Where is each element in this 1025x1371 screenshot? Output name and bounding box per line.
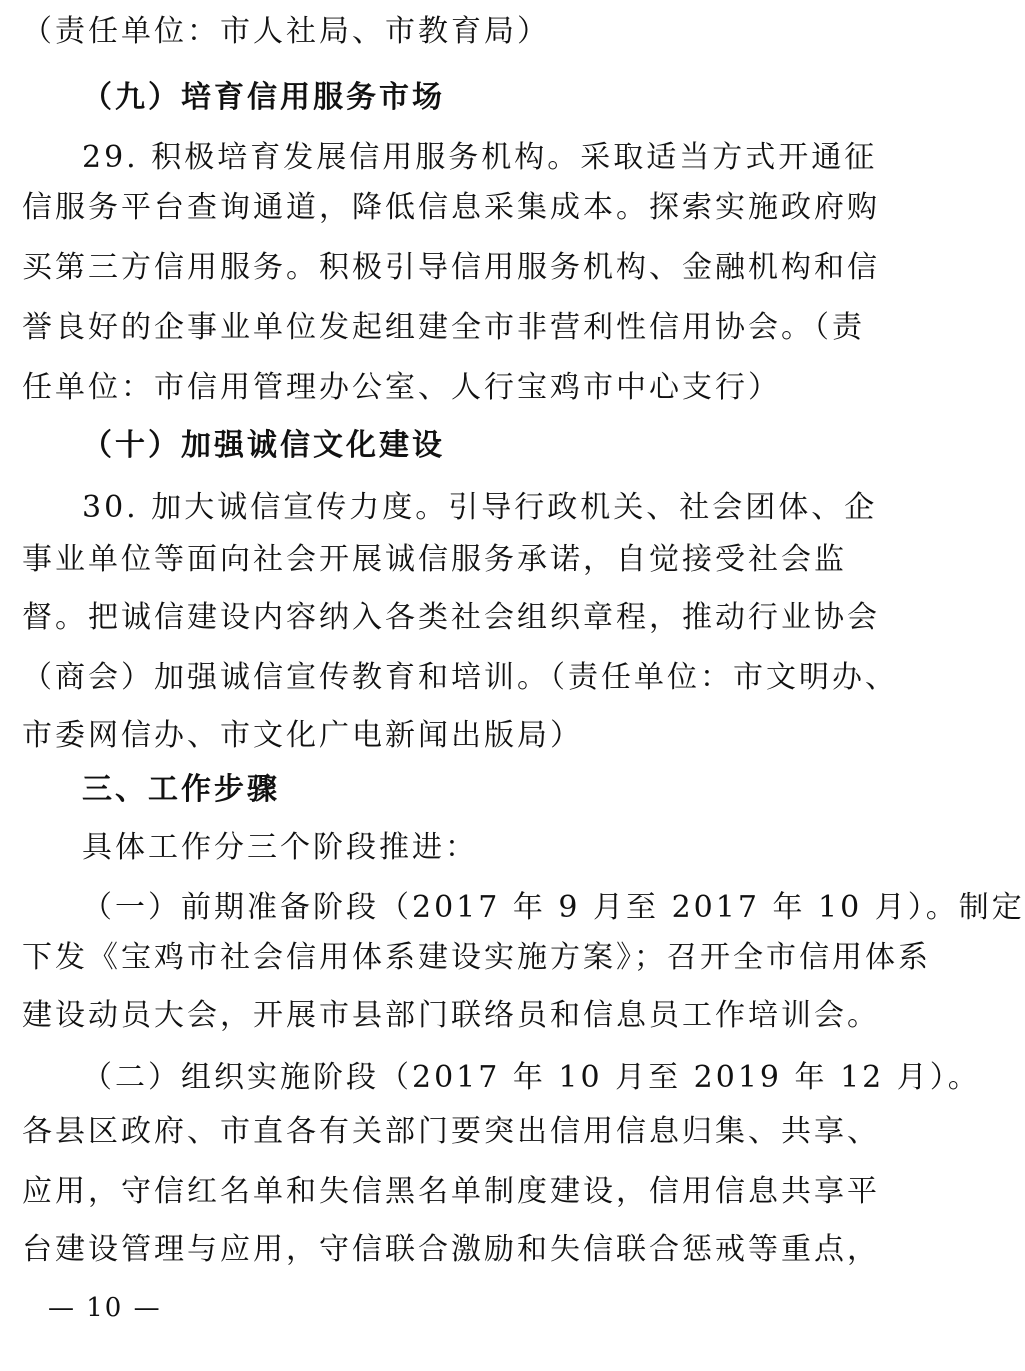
paragraph-29-line-5: 任单位：市信用管理办公室、人行宝鸡市中心支行）: [22, 370, 781, 405]
paragraph-29-line-4: 誉良好的企事业单位发起组建全市非营利性信用协会。（责: [22, 310, 865, 345]
phase-1-line-2: 下发《宝鸡市社会信用体系建设实施方案》；召开全市信用体系: [22, 940, 931, 975]
phase-1-line-1: （一）前期准备阶段（2017 年 9 月至 2017 年 10 月）。制定: [82, 890, 1025, 925]
paragraph-29-line-3: 买第三方信用服务。积极引导信用服务机构、金融机构和信: [22, 250, 880, 285]
paragraph-30-line-4: （商会）加强诚信宣传教育和培训。（责任单位：市文明办、: [22, 660, 898, 695]
page-number: — 10 —: [48, 1293, 162, 1323]
section-heading-9: （九）培育信用服务市场: [82, 80, 445, 115]
responsibility-note-1: （责任单位：市人社局、市教育局）: [22, 14, 550, 49]
paragraph-29-line-1: 29. 积极培育发展信用服务机构。采取适当方式开通征: [82, 140, 878, 175]
paragraph-30-line-2: 事业单位等面向社会开展诚信服务承诺，自觉接受社会监: [22, 542, 847, 577]
chapter-heading-work-steps: 三、工作步骤: [82, 772, 280, 807]
phase-2-line-4: 台建设管理与应用，守信联合激励和失信联合惩戒等重点，: [22, 1232, 880, 1267]
paragraph-30-line-1: 30. 加大诚信宣传力度。引导行政机关、社会团体、企: [82, 490, 878, 525]
phase-1-line-3: 建设动员大会，开展市县部门联络员和信息员工作培训会。: [22, 998, 880, 1033]
paragraph-30-line-5: 市委网信办、市文化广电新闻出版局）: [22, 718, 583, 753]
phase-2-line-2: 各县区政府、市直各有关部门要突出信用信息归集、共享、: [22, 1114, 880, 1149]
phase-2-line-1: （二）组织实施阶段（2017 年 10 月至 2019 年 12 月）。: [82, 1060, 981, 1095]
work-steps-intro: 具体工作分三个阶段推进：: [82, 830, 478, 865]
paragraph-29-line-2: 信服务平台查询通道，降低信息采集成本。探索实施政府购: [22, 190, 880, 225]
section-heading-10: （十）加强诚信文化建设: [82, 428, 445, 463]
paragraph-30-line-3: 督。把诚信建设内容纳入各类社会组织章程，推动行业协会: [22, 600, 880, 635]
phase-2-line-3: 应用，守信红名单和失信黑名单制度建设，信用信息共享平: [22, 1174, 880, 1209]
